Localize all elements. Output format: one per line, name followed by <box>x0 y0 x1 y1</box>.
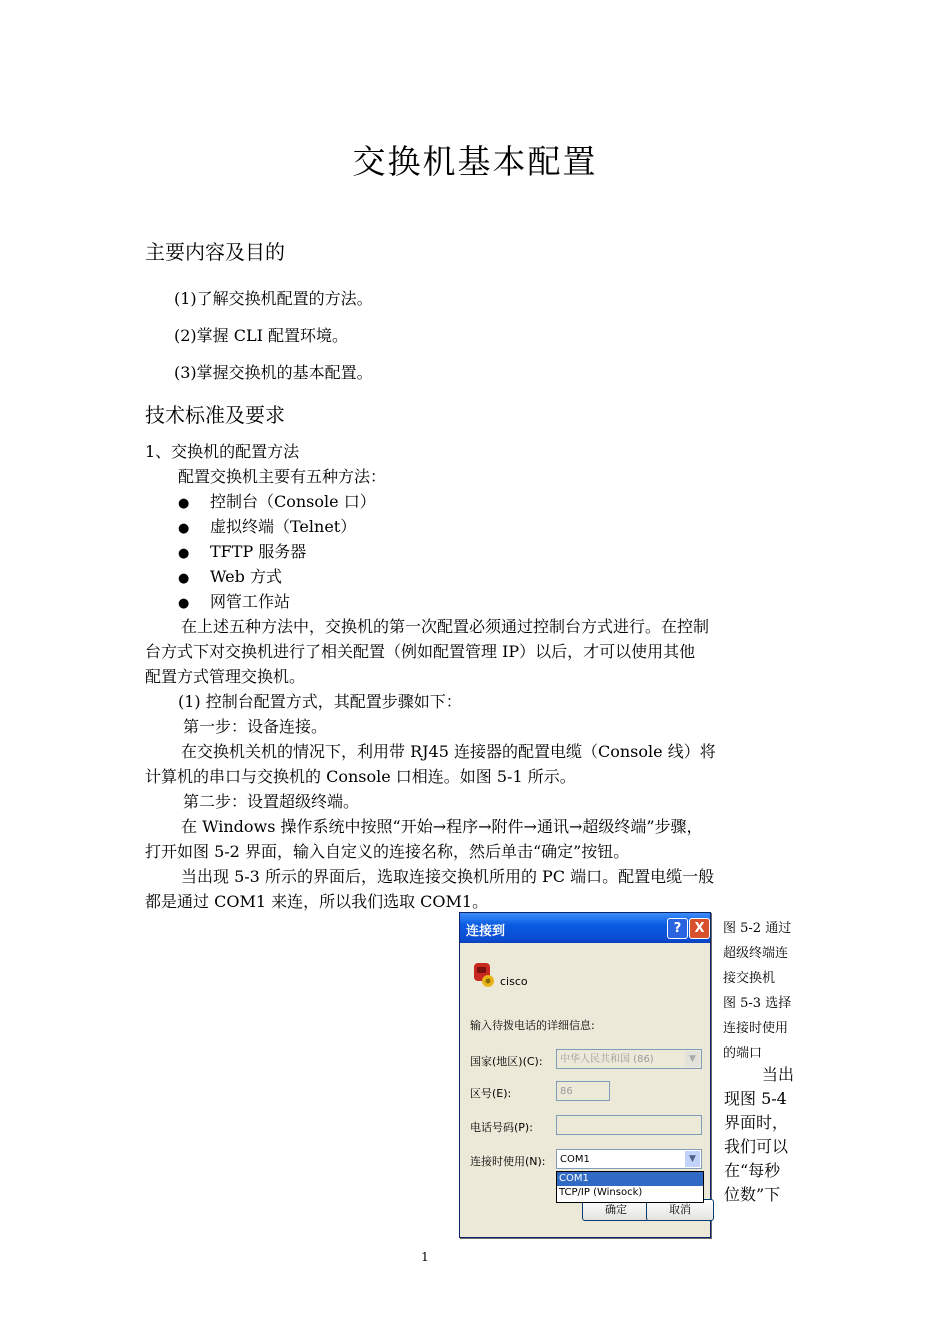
section-heading-objectives: 主要内容及目的 <box>145 240 285 264</box>
close-button[interactable]: X <box>689 918 710 939</box>
area-code-input[interactable]: 86 <box>556 1081 610 1101</box>
chevron-down-icon: ▼ <box>685 1051 700 1067</box>
intro-text: 配置交换机主要有五种方法： <box>178 467 387 486</box>
figure-caption-5-3: 图 5-3 选择 连接时使用 的端口 <box>723 996 792 1061</box>
bullet-icon: ● <box>178 521 190 536</box>
ok-button[interactable]: 确定 <box>582 1199 650 1221</box>
option-com1[interactable]: COM1 <box>557 1172 703 1186</box>
connect-using-label: 连接时使用(N): <box>470 1155 546 1168</box>
phone-icon <box>470 959 496 989</box>
bullet-icon: ● <box>178 571 190 586</box>
chevron-down-icon: ▼ <box>685 1151 700 1167</box>
objective-item: (2)掌握 CLI 配置环境。 <box>174 326 349 345</box>
cancel-button[interactable]: 取消 <box>646 1199 714 1221</box>
connect-using-select[interactable]: COM1 ▼ <box>556 1149 702 1169</box>
body-line: (1) 控制台配置方式，其配置步骤如下： <box>178 692 462 711</box>
body-paragraph: 在 Windows 操作系统中按照“开始→程序→附件→通讯→超级终端”步骤， 打开如图 5-2 界面，输入自定义的连接名称，然后单击“确定”按钮。 <box>145 817 703 861</box>
bullet-item: ● 网管工作站 <box>178 592 291 611</box>
section-heading-standards: 技术标准及要求 <box>145 403 285 427</box>
objective-item: (3)掌握交换机的基本配置。 <box>174 363 373 382</box>
bullet-item: ● 虚拟终端（Telnet） <box>178 517 357 536</box>
side-text: 当出 现图 5-4 界面时， 我们可以 在“每秒 位数”下 <box>724 1065 795 1204</box>
bullet-icon: ● <box>178 496 190 511</box>
dialog-prompt: 输入待拨电话的详细信息: <box>470 1019 595 1032</box>
connection-name: cisco <box>500 975 528 988</box>
connect-to-dialog <box>459 912 711 1238</box>
phone-number-label: 电话号码(P): <box>470 1121 533 1134</box>
help-button[interactable]: ? <box>667 918 688 939</box>
page-title: 交换机基本配置 <box>352 142 598 181</box>
body-paragraph: 当出现 5-3 所示的界面后，选取连接交换机所用的 PC 端口。配置电缆一般 都是通过 COM1 来连，所以我们选取 COM1。 <box>145 867 715 911</box>
body-paragraph: 在上述五种方法中，交换机的第一次配置必须通过控制台方式进行。在控制 台方式下对交换机进行了相关配置（例如配置管理 IP）以后，才可以使用其他 配置方式管理交换机。 <box>145 617 710 686</box>
bullet-icon: ● <box>178 596 190 611</box>
body-line: 第一步：设备连接。 <box>183 717 328 736</box>
body-paragraph: 在交换机关机的情况下，利用带 RJ45 连接器的配置电缆（Console 线）将 计算机的串口与交换机的 Console 口相连。如图 5-1 所示。 <box>145 742 716 786</box>
connect-using-options[interactable] <box>556 1171 704 1203</box>
bullet-item: ● TFTP 服务器 <box>178 542 307 561</box>
bullet-item: ● 控制台（Console 口） <box>178 492 376 511</box>
phone-number-input[interactable] <box>556 1115 702 1135</box>
dialog-title: 连接到 <box>466 924 506 939</box>
country-select[interactable]: 中华人民共和国 (86) ▼ <box>556 1049 702 1069</box>
area-code-label: 区号(E): <box>470 1087 512 1100</box>
dialog-titlebar <box>460 913 710 943</box>
bullet-icon: ● <box>178 546 190 561</box>
objective-item: (1)了解交换机配置的方法。 <box>174 289 373 308</box>
figure-caption-5-2: 图 5-2 通过 超级终端连 接交换机 <box>723 921 792 986</box>
option-tcpip[interactable]: TCP/IP (Winsock) <box>559 1187 643 1198</box>
country-label: 国家(地区)(C): <box>470 1055 543 1068</box>
subsection-heading: 1、交换机的配置方法 <box>145 442 300 461</box>
body-line: 第二步：设置超级终端。 <box>183 792 360 811</box>
page-number: 1 <box>421 1250 429 1264</box>
bullet-item: ● Web 方式 <box>178 567 282 586</box>
